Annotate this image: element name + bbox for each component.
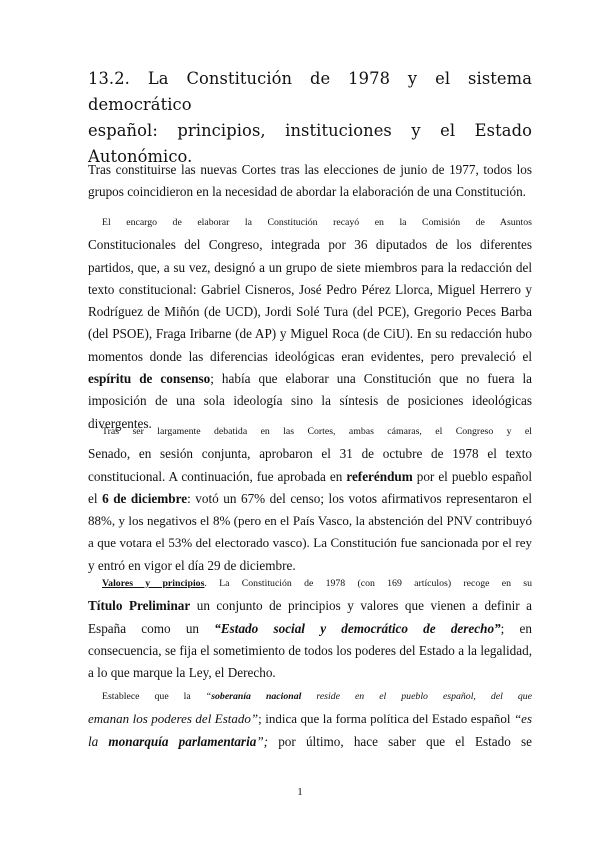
- text-line: la monarquía parlamentaria”; por último, hace saber que el Estado se: [88, 733, 532, 749]
- text-line: Valores y principios. La Constitución de 1978 (con 169 artículos) recoge en su: [102, 578, 532, 589]
- bold-term-referendum: referéndum: [346, 468, 413, 484]
- text-line: a lo que marque la Ley, el Derecho.: [88, 665, 276, 681]
- text-line: El encargo de elaborar la Constitución recayó en la Comisión de Asuntos: [102, 217, 532, 228]
- text-line: Constitucionales del Congreso, integrada por 36 diputados de los diferentes: [88, 237, 532, 253]
- title-line-2: español: principios, instituciones y el Estado: [88, 121, 532, 140]
- bold-term-titulo: Título Preliminar: [88, 598, 191, 614]
- bold-term-soberania: soberanía nacional: [211, 691, 302, 702]
- text-line: partidos, que, a su vez, designó a un grupo de siete miembros para la redacción del: [88, 259, 532, 275]
- text-line: 88%, y los negativos el 8% (pero en el País Vasco, la abstención del PNV contribuyó: [88, 513, 532, 529]
- text-line: España como un “Estado social y democrático de derecho”; en: [88, 620, 532, 636]
- bold-term-monarquia: monarquía parlamentaria: [108, 733, 257, 749]
- text-line: el 6 de diciembre: votó un 67% del censo; los votos afirmativos representaron el: [88, 490, 532, 506]
- text-line: momentos donde las diferencias ideológicas eran evidentes, pero prevaleció el: [88, 348, 532, 364]
- text-line: espíritu de consenso; había que elaborar una Constitución que no fuera la: [88, 371, 532, 387]
- text-line: a que votara el 53% del electorado vasco). La Constitución fue sancionada por el rey: [88, 535, 532, 551]
- text-line: Establece que la “soberanía nacional reside en el pueblo español, del que: [102, 691, 532, 702]
- paragraph-sovereignty: [88, 686, 532, 753]
- paragraph-referendum: [88, 421, 532, 577]
- paragraph-drafting-commission: [88, 212, 532, 435]
- paragraph-intro: [88, 159, 532, 204]
- text-line: consecuencia, se fija el sometimiento de todos los poderes del Estado a la legalidad,: [88, 642, 532, 658]
- text-line: (del PSOE), Fraga Iribarne (de AP) y Miguel Roca (de CiU). En su redacción hubo: [88, 326, 532, 342]
- text-line: Título Preliminar un conjunto de principios y valores que vienen a definir a: [88, 598, 532, 614]
- page-number: 1: [297, 786, 303, 798]
- text-line: Tras ser largamente debatida en las Cortes, ambas cámaras, el Congreso y el: [102, 426, 532, 437]
- title-line-3: Autonómico.: [88, 147, 193, 166]
- bold-term-estado-social: “Estado social y democrático de derecho”: [214, 620, 501, 636]
- text-line: grupos coincidieron en la necesidad de abordar la elaboración de una Constitución.: [88, 184, 526, 200]
- text-line: Tras constituirse las nuevas Cortes tras las elecciones de junio de 1977, todos los: [88, 162, 532, 177]
- text-line: imposición de una sola ideología sino la síntesis de posiciones ideológicas: [88, 393, 532, 409]
- title-line-1: 13.2. La Constitución de 1978 y el sistema democrático: [88, 69, 532, 114]
- text-line: constitucional. A continuación, fue aprobada en referéndum por el pueblo español: [88, 468, 532, 484]
- section-title: [88, 66, 532, 170]
- subheading-valores: Valores y principios: [102, 578, 205, 589]
- text-line: Rodríguez de Miñón (de UCD), Jordi Solé Tura (del PCE), Gregorio Peces Barba: [88, 304, 532, 320]
- bold-term-consenso: espíritu de consenso: [88, 371, 211, 387]
- bold-term-date: 6 de diciembre: [102, 490, 188, 506]
- text-line: divergentes.: [88, 415, 152, 431]
- paragraph-values-principles: [88, 573, 532, 684]
- text-line: texto constitucional: Gabriel Cisneros, José Pedro Pérez Llorca, Miguel Herrero y: [88, 281, 532, 297]
- text-line: emanan los poderes del Estado”; indica que la forma política del Estado español “es: [88, 711, 533, 727]
- text-line: y entró en vigor el día 29 de diciembre.: [88, 557, 296, 573]
- text-line: Senado, en sesión conjunta, aprobaron el 31 de octubre de 1978 el texto: [88, 446, 532, 462]
